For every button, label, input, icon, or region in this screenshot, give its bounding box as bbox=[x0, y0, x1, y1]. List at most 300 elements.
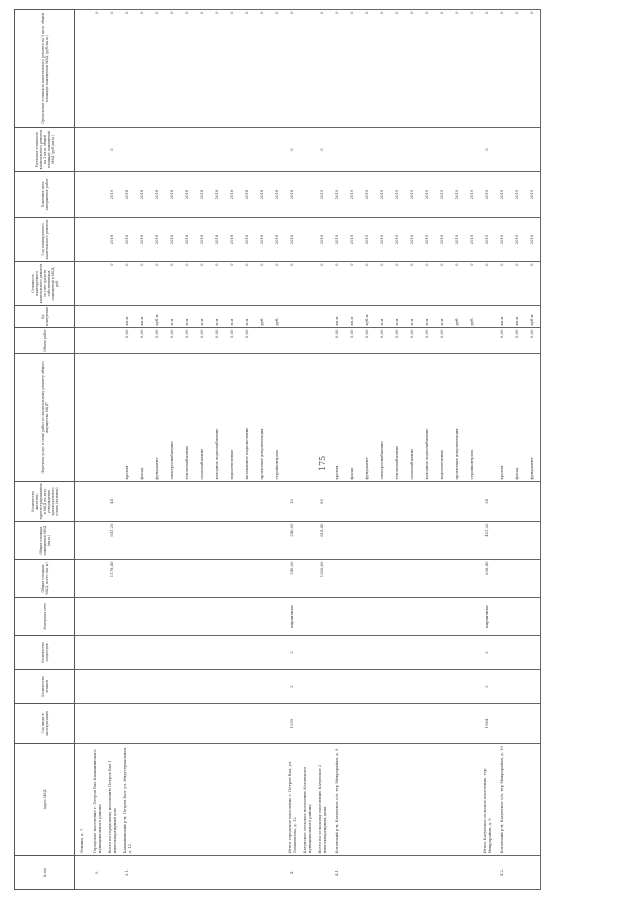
address-cell bbox=[525, 744, 541, 856]
cost-cell: 0 bbox=[120, 262, 135, 306]
repair-year-cell: 2019 bbox=[330, 218, 345, 262]
entrances-cell bbox=[75, 636, 91, 670]
repair-year-cell: 2018 bbox=[270, 218, 285, 262]
work-type-cell bbox=[315, 354, 330, 482]
address-cell: Итого городское поселение г. Петров Вал, ул. Ломоносова, д. 12 bbox=[285, 744, 300, 856]
address-cell bbox=[360, 744, 375, 856]
plan-date-cell: 2019 bbox=[105, 172, 120, 218]
work-type-cell: холодное водоснабжение bbox=[420, 354, 435, 482]
unit-cell: куб.м bbox=[150, 306, 165, 328]
row-number-cell bbox=[360, 856, 375, 890]
year-built-cell bbox=[465, 704, 480, 744]
unit-cost-cell bbox=[375, 128, 390, 172]
volume-cell: 0,00 bbox=[435, 328, 450, 354]
work-type-cell: фундамент bbox=[360, 354, 375, 482]
premises-area-cell bbox=[525, 522, 541, 560]
volume-cell bbox=[480, 328, 495, 354]
volume-cell: 0,00 bbox=[150, 328, 165, 354]
residents-cell bbox=[120, 482, 135, 522]
unit-cost-cell bbox=[450, 128, 465, 172]
max-cost-cell: 0 bbox=[270, 10, 285, 128]
cost-cell: 0 bbox=[270, 262, 285, 306]
repair-year-cell: 2019 bbox=[420, 218, 435, 262]
entrances-cell bbox=[420, 636, 435, 670]
plan-date-cell: 2019 bbox=[345, 172, 360, 218]
repair-year-cell: 2019 bbox=[450, 218, 465, 262]
table-row bbox=[480, 10, 495, 890]
address-cell: Всего по городскому поселению Петров Вал 1 многоквартирный дом bbox=[105, 744, 120, 856]
row-number-cell bbox=[135, 856, 150, 890]
entrances-cell bbox=[195, 636, 210, 670]
header-cost: Стоимость планируемого капитального ремонта за счет средств собственников помещений в МКД, руб. bbox=[15, 262, 75, 306]
unit-cell: руб. bbox=[465, 306, 480, 328]
address-cell bbox=[165, 744, 180, 856]
residents-cell bbox=[180, 482, 195, 522]
year-built-cell bbox=[225, 704, 240, 744]
floors-cell: 2 bbox=[285, 670, 300, 704]
plan-date-cell: 2019 bbox=[375, 172, 390, 218]
unit-cost-cell bbox=[300, 128, 315, 172]
wall-material-cell bbox=[375, 598, 390, 636]
residents-cell bbox=[390, 482, 405, 522]
max-cost-cell: 0 bbox=[450, 10, 465, 128]
year-built-cell bbox=[300, 704, 315, 744]
total-area-cell bbox=[495, 560, 510, 598]
cost-cell: 0 bbox=[510, 262, 525, 306]
total-area-cell bbox=[525, 560, 541, 598]
cost-cell: 0 bbox=[495, 262, 510, 306]
unit-cell: п.м bbox=[435, 306, 450, 328]
max-cost-cell: 0 bbox=[525, 10, 541, 128]
residents-cell bbox=[225, 482, 240, 522]
max-cost-cell: 0 bbox=[480, 10, 495, 128]
table-row bbox=[375, 10, 390, 890]
total-area-cell bbox=[255, 560, 270, 598]
unit-cost-cell bbox=[360, 128, 375, 172]
max-cost-cell: 0 bbox=[315, 10, 330, 128]
plan-date-cell: 2019 bbox=[405, 172, 420, 218]
table-row bbox=[285, 10, 300, 890]
wall-material-cell bbox=[270, 598, 285, 636]
table-row bbox=[330, 10, 345, 890]
repair-year-cell: 2018 bbox=[105, 218, 120, 262]
table-row bbox=[345, 10, 360, 890]
total-area-cell bbox=[390, 560, 405, 598]
total-area-cell bbox=[210, 560, 225, 598]
plan-date-cell: 2019 bbox=[525, 172, 541, 218]
cost-cell: 0 bbox=[240, 262, 255, 306]
address-cell: Камышинский р-н, Петров Вал, ул. Индустриальная, д. 12 bbox=[120, 744, 135, 856]
repair-year-cell: 2019 bbox=[315, 218, 330, 262]
plan-date-cell: 2018 bbox=[135, 172, 150, 218]
unit-cell: п.м bbox=[390, 306, 405, 328]
total-area-cell: 638,40 bbox=[480, 560, 495, 598]
premises-area-cell: 401,20 bbox=[480, 522, 495, 560]
residents-cell: 85 bbox=[315, 482, 330, 522]
volume-cell bbox=[90, 328, 105, 354]
unit-cell: кв.м bbox=[330, 306, 345, 328]
table-row bbox=[360, 10, 375, 890]
address-cell bbox=[180, 744, 195, 856]
floors-cell bbox=[255, 670, 270, 704]
unit-cost-cell bbox=[390, 128, 405, 172]
header-unit-cost: Удельная стоимость капитального ремонта на 1 кв.м. общей площади помещений МКД (руб./кв.м.) bbox=[15, 128, 75, 172]
work-type-cell: кровля bbox=[120, 354, 135, 482]
address-cell bbox=[420, 744, 435, 856]
row-number-cell bbox=[375, 856, 390, 890]
row-number-cell bbox=[165, 856, 180, 890]
row-number-cell bbox=[300, 856, 315, 890]
year-built-cell bbox=[405, 704, 420, 744]
total-area-cell bbox=[180, 560, 195, 598]
year-built-cell bbox=[420, 704, 435, 744]
unit-cost-cell bbox=[270, 128, 285, 172]
volume-cell: 0,00 bbox=[240, 328, 255, 354]
floors-cell bbox=[165, 670, 180, 704]
max-cost-cell: 0 bbox=[510, 10, 525, 128]
cost-cell: 0 bbox=[195, 262, 210, 306]
max-cost-cell: 0 bbox=[165, 10, 180, 128]
volume-cell: 0,00 bbox=[420, 328, 435, 354]
cost-cell: 0 bbox=[465, 262, 480, 306]
floors-cell bbox=[360, 670, 375, 704]
floors-cell bbox=[405, 670, 420, 704]
work-type-cell bbox=[90, 354, 105, 482]
address-cell bbox=[195, 744, 210, 856]
cost-cell: 0 bbox=[360, 262, 375, 306]
total-area-cell: 1178,40 bbox=[105, 560, 120, 598]
premises-area-cell bbox=[180, 522, 195, 560]
cost-cell: 0 bbox=[225, 262, 240, 306]
volume-cell: 0,00 bbox=[375, 328, 390, 354]
table-row bbox=[435, 10, 450, 890]
max-cost-cell: 0 bbox=[195, 10, 210, 128]
total-area-cell bbox=[465, 560, 480, 598]
address-cell bbox=[435, 744, 450, 856]
wall-material-cell bbox=[420, 598, 435, 636]
address-cell bbox=[240, 744, 255, 856]
cost-cell bbox=[90, 262, 105, 306]
volume-cell bbox=[300, 328, 315, 354]
max-cost-cell: 0 bbox=[255, 10, 270, 128]
unit-cost-cell bbox=[225, 128, 240, 172]
max-cost-cell: 0 bbox=[405, 10, 420, 128]
premises-area-cell bbox=[195, 522, 210, 560]
table-row bbox=[465, 10, 480, 890]
plan-date-cell: 2019 bbox=[495, 172, 510, 218]
cost-cell: 0 bbox=[105, 262, 120, 306]
plan-date-cell: 2018 bbox=[150, 172, 165, 218]
repair-year-cell: 2018 bbox=[165, 218, 180, 262]
address-cell: Котовский р-н, Катунское с/п, тер Микрорайон, д. 9 bbox=[330, 744, 345, 856]
year-built-cell bbox=[330, 704, 345, 744]
year-built-cell bbox=[105, 704, 120, 744]
unit-cell: п.м bbox=[375, 306, 390, 328]
premises-area-cell bbox=[390, 522, 405, 560]
max-cost-cell: 0 bbox=[375, 10, 390, 128]
plan-date-cell: 2019 bbox=[435, 172, 450, 218]
premises-area-cell bbox=[120, 522, 135, 560]
wall-material-cell bbox=[525, 598, 541, 636]
header-residents: Количество жителей, зарегистрированных в МКД на дату утверждения краткосрочного плана (человек) bbox=[15, 482, 75, 522]
unit-cost-cell bbox=[510, 128, 525, 172]
repair-year-cell: 2018 bbox=[180, 218, 195, 262]
unit-cell bbox=[105, 306, 120, 328]
volume-cell: 0,00 bbox=[165, 328, 180, 354]
header-entrances: Количество подъездов bbox=[15, 636, 75, 670]
premises-area-cell bbox=[225, 522, 240, 560]
repair-year-cell: 2019 bbox=[405, 218, 420, 262]
residents-cell bbox=[405, 482, 420, 522]
max-cost-cell: 0 bbox=[240, 10, 255, 128]
address-cell bbox=[135, 744, 150, 856]
table-row bbox=[420, 10, 435, 890]
row-number-cell bbox=[465, 856, 480, 890]
table-row bbox=[510, 10, 525, 890]
premises-area-cell bbox=[435, 522, 450, 560]
entrances-cell bbox=[390, 636, 405, 670]
max-cost-cell: 0 bbox=[225, 10, 240, 128]
unit-cost-cell bbox=[465, 128, 480, 172]
floors-cell bbox=[300, 670, 315, 704]
volume-cell bbox=[105, 328, 120, 354]
volume-cell bbox=[285, 328, 300, 354]
repair-year-cell: 2019 bbox=[465, 218, 480, 262]
row-number-cell bbox=[270, 856, 285, 890]
max-cost-cell: 0 bbox=[390, 10, 405, 128]
volume-cell: 0,00 bbox=[120, 328, 135, 354]
residents-cell bbox=[345, 482, 360, 522]
floors-cell bbox=[75, 670, 91, 704]
wall-material-cell bbox=[315, 598, 330, 636]
entrances-cell bbox=[210, 636, 225, 670]
row-number-cell bbox=[180, 856, 195, 890]
plan-date-cell bbox=[90, 172, 105, 218]
address-cell bbox=[210, 744, 225, 856]
repair-year-cell: 2018 bbox=[120, 218, 135, 262]
floors-cell bbox=[210, 670, 225, 704]
repair-year-cell: 2019 bbox=[525, 218, 541, 262]
unit-cost-cell bbox=[495, 128, 510, 172]
unit-cost-cell bbox=[525, 128, 541, 172]
entrances-cell bbox=[465, 636, 480, 670]
wall-material-cell bbox=[510, 598, 525, 636]
residents-cell bbox=[240, 482, 255, 522]
total-area-cell: 1309,60 bbox=[315, 560, 330, 598]
cost-cell: 0 bbox=[345, 262, 360, 306]
floors-cell: 2 bbox=[480, 670, 495, 704]
cost-cell: 0 bbox=[255, 262, 270, 306]
volume-cell bbox=[255, 328, 270, 354]
work-type-cell: электроснабжение bbox=[165, 354, 180, 482]
max-cost-cell bbox=[300, 10, 315, 128]
max-cost-cell: 0 bbox=[90, 10, 105, 128]
total-area-cell bbox=[420, 560, 435, 598]
wall-material-cell bbox=[345, 598, 360, 636]
premises-area-cell: 540,00 bbox=[285, 522, 300, 560]
unit-cell: п.м bbox=[240, 306, 255, 328]
entrances-cell bbox=[315, 636, 330, 670]
entrances-cell bbox=[510, 636, 525, 670]
unit-cell: п.м bbox=[165, 306, 180, 328]
cost-cell: 0 bbox=[135, 262, 150, 306]
repair-year-cell bbox=[300, 218, 315, 262]
premises-area-cell bbox=[450, 522, 465, 560]
entrances-cell bbox=[120, 636, 135, 670]
unit-cost-cell: 0 bbox=[480, 128, 495, 172]
unit-cost-cell bbox=[330, 128, 345, 172]
address-cell: Всего по сельскому поселению Катунское 2 многоквартирных дома bbox=[315, 744, 330, 856]
unit-cell: куб.м bbox=[525, 306, 541, 328]
max-cost-cell: 0 bbox=[420, 10, 435, 128]
cost-cell: 0 bbox=[435, 262, 450, 306]
total-area-cell bbox=[375, 560, 390, 598]
volume-cell: 0,00 bbox=[225, 328, 240, 354]
table-row bbox=[255, 10, 270, 890]
unit-cell: кв.м bbox=[495, 306, 510, 328]
premises-area-cell bbox=[165, 522, 180, 560]
work-type-cell: электроснабжение bbox=[375, 354, 390, 482]
cost-cell: 0 bbox=[285, 262, 300, 306]
work-type-cell: стройконтроль bbox=[465, 354, 480, 482]
year-built-cell bbox=[75, 704, 91, 744]
year-built-cell bbox=[255, 704, 270, 744]
floors-cell bbox=[195, 670, 210, 704]
residents-cell bbox=[375, 482, 390, 522]
unit-cost-cell bbox=[180, 128, 195, 172]
max-cost-cell: 0 bbox=[285, 10, 300, 128]
year-built-cell bbox=[345, 704, 360, 744]
address-cell bbox=[225, 744, 240, 856]
unit-cell: п.м bbox=[195, 306, 210, 328]
total-area-cell bbox=[300, 560, 315, 598]
address-cell: Городское поселение г. Петров Вал Камышинского муниципального района bbox=[90, 744, 105, 856]
entrances-cell bbox=[375, 636, 390, 670]
floors-cell bbox=[135, 670, 150, 704]
residents-cell bbox=[195, 482, 210, 522]
plan-date-cell bbox=[300, 172, 315, 218]
work-type-cell: газоснабжение bbox=[405, 354, 420, 482]
unit-cost-cell bbox=[255, 128, 270, 172]
row-number-cell: 3. bbox=[90, 856, 105, 890]
wall-material-cell bbox=[150, 598, 165, 636]
row-number-cell bbox=[435, 856, 450, 890]
plan-date-cell: 2019 bbox=[480, 172, 495, 218]
row-number-cell: 4.1. bbox=[330, 856, 345, 890]
volume-cell: 0,00 bbox=[360, 328, 375, 354]
table-row bbox=[195, 10, 210, 890]
wall-material-cell bbox=[120, 598, 135, 636]
premises-area-cell bbox=[345, 522, 360, 560]
row-number-cell bbox=[105, 856, 120, 890]
address-cell bbox=[510, 744, 525, 856]
unit-cell: кв.м bbox=[510, 306, 525, 328]
work-type-cell: газоснабжение bbox=[195, 354, 210, 482]
work-type-cell: холодное водоснабжение bbox=[210, 354, 225, 482]
wall-material-cell bbox=[435, 598, 450, 636]
table-row bbox=[390, 10, 405, 890]
entrances-cell bbox=[270, 636, 285, 670]
repair-year-cell bbox=[90, 218, 105, 262]
max-cost-cell: 0 bbox=[435, 10, 450, 128]
unit-cell: кв.м bbox=[345, 306, 360, 328]
residents-cell bbox=[300, 482, 315, 522]
wall-material-cell bbox=[75, 598, 91, 636]
unit-cost-cell bbox=[240, 128, 255, 172]
work-type-cell bbox=[75, 354, 91, 482]
year-built-cell bbox=[315, 704, 330, 744]
floors-cell bbox=[420, 670, 435, 704]
residents-cell bbox=[525, 482, 541, 522]
residents-cell bbox=[465, 482, 480, 522]
wall-material-cell bbox=[465, 598, 480, 636]
wall-material-cell bbox=[135, 598, 150, 636]
cost-cell: 0 bbox=[210, 262, 225, 306]
year-built-cell bbox=[150, 704, 165, 744]
repair-year-cell: 2019 bbox=[345, 218, 360, 262]
unit-cost-cell bbox=[120, 128, 135, 172]
row-number-cell bbox=[195, 856, 210, 890]
repair-year-cell: 2019 bbox=[390, 218, 405, 262]
entrances-cell bbox=[405, 636, 420, 670]
repair-year-cell: 2019 bbox=[495, 218, 510, 262]
year-built-cell bbox=[135, 704, 150, 744]
residents-cell: 34 bbox=[480, 482, 495, 522]
cost-cell bbox=[300, 262, 315, 306]
row-number-cell bbox=[405, 856, 420, 890]
entrances-cell bbox=[525, 636, 541, 670]
premises-area-cell bbox=[135, 522, 150, 560]
premises-area-cell bbox=[510, 522, 525, 560]
year-built-cell bbox=[165, 704, 180, 744]
unit-cell: кв.м bbox=[135, 306, 150, 328]
row-number-cell bbox=[210, 856, 225, 890]
cost-cell: 0 bbox=[420, 262, 435, 306]
unit-cell: руб. bbox=[255, 306, 270, 328]
cost-cell: 0 bbox=[315, 262, 330, 306]
floors-cell bbox=[390, 670, 405, 704]
repair-year-cell bbox=[75, 218, 91, 262]
volume-cell: 0,00 bbox=[510, 328, 525, 354]
row-number-cell bbox=[525, 856, 541, 890]
volume-cell bbox=[450, 328, 465, 354]
volume-cell bbox=[315, 328, 330, 354]
row-number-cell bbox=[450, 856, 465, 890]
max-cost-cell bbox=[75, 10, 91, 128]
year-built-cell bbox=[180, 704, 195, 744]
work-type-cell: фасад bbox=[510, 354, 525, 482]
table-row bbox=[450, 10, 465, 890]
entrances-cell bbox=[300, 636, 315, 670]
residents-cell bbox=[135, 482, 150, 522]
total-area-cell bbox=[240, 560, 255, 598]
unit-cell: п.м bbox=[225, 306, 240, 328]
total-area-cell bbox=[405, 560, 420, 598]
unit-cell bbox=[480, 306, 495, 328]
unit-cost-cell bbox=[435, 128, 450, 172]
row-number-cell bbox=[510, 856, 525, 890]
entrances-cell bbox=[105, 636, 120, 670]
unit-cell bbox=[300, 306, 315, 328]
repair-year-cell: 2018 bbox=[150, 218, 165, 262]
work-type-cell bbox=[480, 354, 495, 482]
work-type-cell: фасад bbox=[135, 354, 150, 482]
rotated-table-container bbox=[14, 10, 624, 890]
entrances-cell bbox=[345, 636, 360, 670]
wall-material-cell bbox=[180, 598, 195, 636]
table-row bbox=[150, 10, 165, 890]
address-cell bbox=[270, 744, 285, 856]
